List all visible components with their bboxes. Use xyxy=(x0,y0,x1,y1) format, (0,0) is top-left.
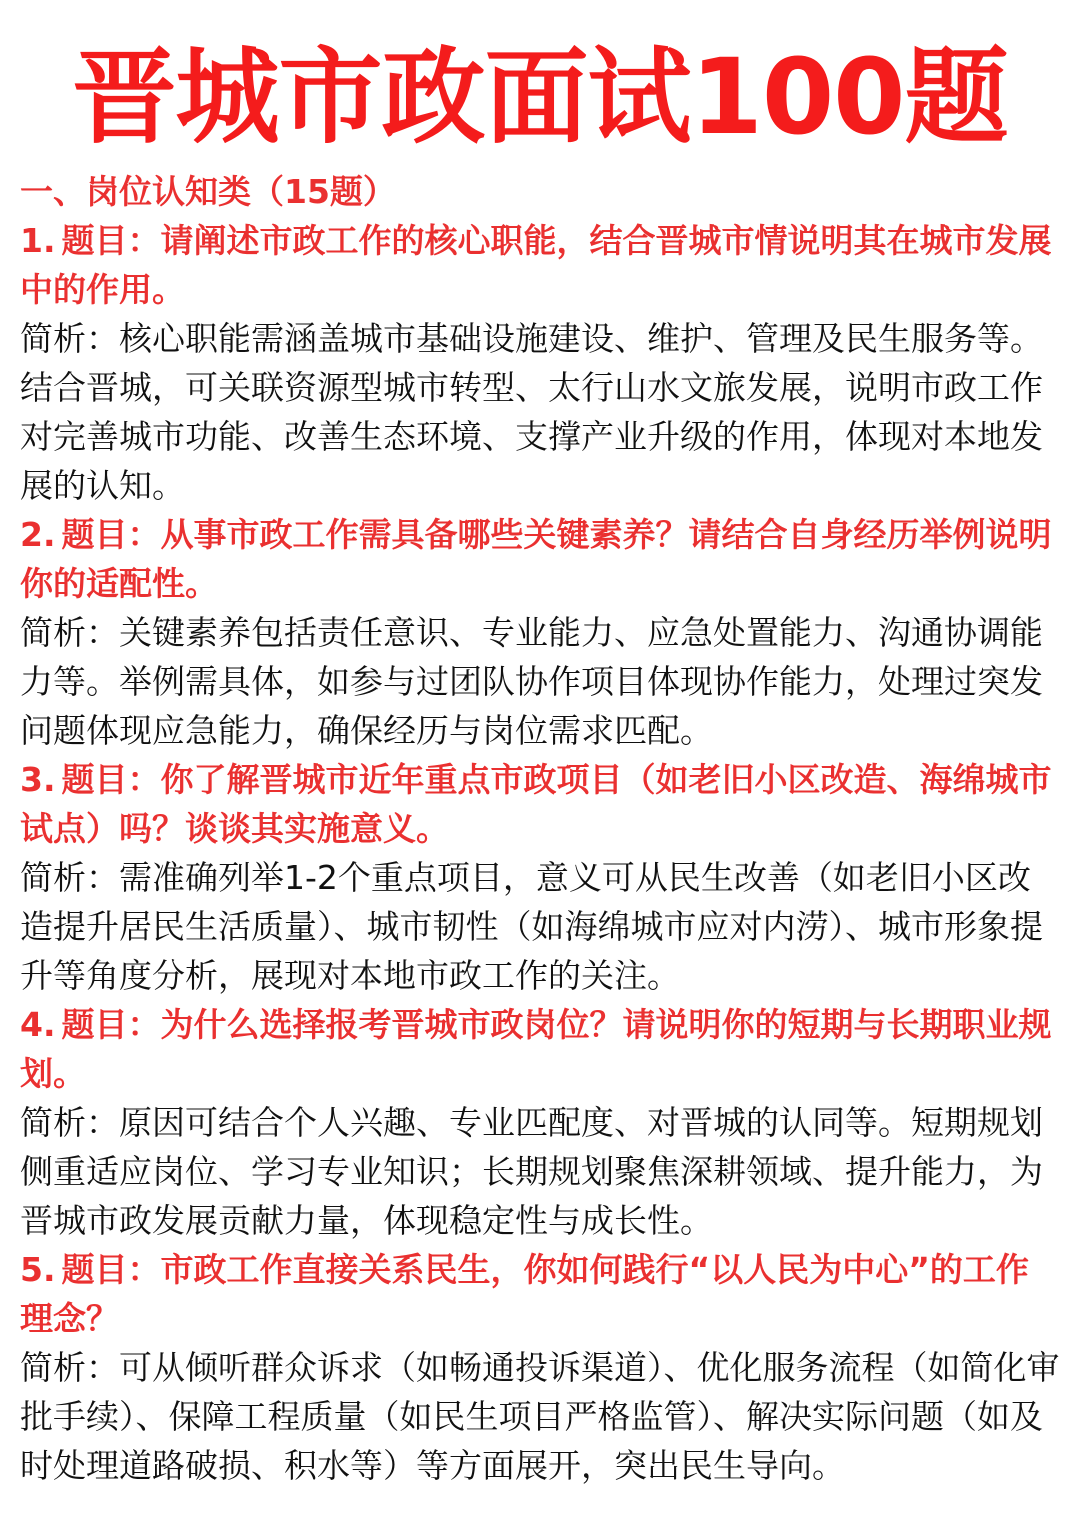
question-number: 1. xyxy=(20,221,56,260)
answer-5: 简析：可从倾听群众诉求（如畅通投诉渠道）、优化服务流程（如简化审批手续）、保障工程质量（如民生项目严格监管）、解决实际问题（如及时处理道路破损、积水等）等方面展开，突出民生导向。 xyxy=(20,1348,1060,1485)
answer-2: 简析：关键素养包括责任意识、专业能力、应急处置能力、沟通协调能力等。举例需具体，如参与过团队协作项目体现协作能力，处理过突发问题体现应急能力，确保经历与岗位需求匹配。 xyxy=(20,613,1043,750)
qa-item-5 xyxy=(20,1245,1060,1490)
question-5 xyxy=(20,1245,1060,1343)
question-4 xyxy=(20,1000,1060,1098)
question-2 xyxy=(20,510,1060,608)
question-text: 题目：请阐述市政工作的核心职能，结合晋城市情说明其在城市发展中的作用。 xyxy=(20,221,1052,309)
question-number: 4. xyxy=(20,1005,56,1044)
question-3 xyxy=(20,755,1060,853)
answer-4: 简析：原因可结合个人兴趣、专业匹配度、对晋城的认同等。短期规划侧重适应岗位、学习专业知识；长期规划聚焦深耕领域、提升能力，为晋城市政发展贡献力量，体现稳定性与成长性。 xyxy=(20,1103,1043,1240)
qa-item-2 xyxy=(20,510,1060,755)
qa-item-3 xyxy=(20,755,1060,1000)
question-text: 题目：从事市政工作需具备哪些关键素养？请结合自身经历举例说明你的适配性。 xyxy=(20,515,1052,603)
answer-1: 简析：核心职能需涵盖城市基础设施建设、维护、管理及民生服务等。结合晋城，可关联资源型城市转型、太行山水文旅发展，说明市政工作对完善城市功能、改善生态环境、支撑产业升级的作用，体现对本地发展的认知。 xyxy=(20,319,1043,505)
qa-item-1 xyxy=(20,216,1060,510)
question-text: 题目：市政工作直接关系民生，你如何践行“以人民为中心”的工作理念？ xyxy=(20,1250,1029,1338)
question-number: 3. xyxy=(20,760,56,799)
answer-3: 简析：需准确列举1-2个重点项目，意义可从民生改善（如老旧小区改造提升居民生活质量）、城市韧性（如海绵城市应对内涝）、城市形象提升等角度分析，展现对本地市政工作的关注。 xyxy=(20,858,1043,995)
question-number: 5. xyxy=(20,1250,56,1289)
qa-item-4 xyxy=(20,1000,1060,1245)
question-1 xyxy=(20,216,1060,314)
question-text: 题目：你了解晋城市近年重点市政项目（如老旧小区改造、海绵城市试点）吗？谈谈其实施意义。 xyxy=(20,760,1052,848)
question-text: 题目：为什么选择报考晋城市政岗位？请说明你的短期与长期职业规划。 xyxy=(20,1005,1052,1093)
question-number: 2. xyxy=(20,515,56,554)
page-title: 晋城市政面试100题 xyxy=(72,36,1008,158)
section-heading: 一、岗位认知类（15题） xyxy=(20,172,396,211)
